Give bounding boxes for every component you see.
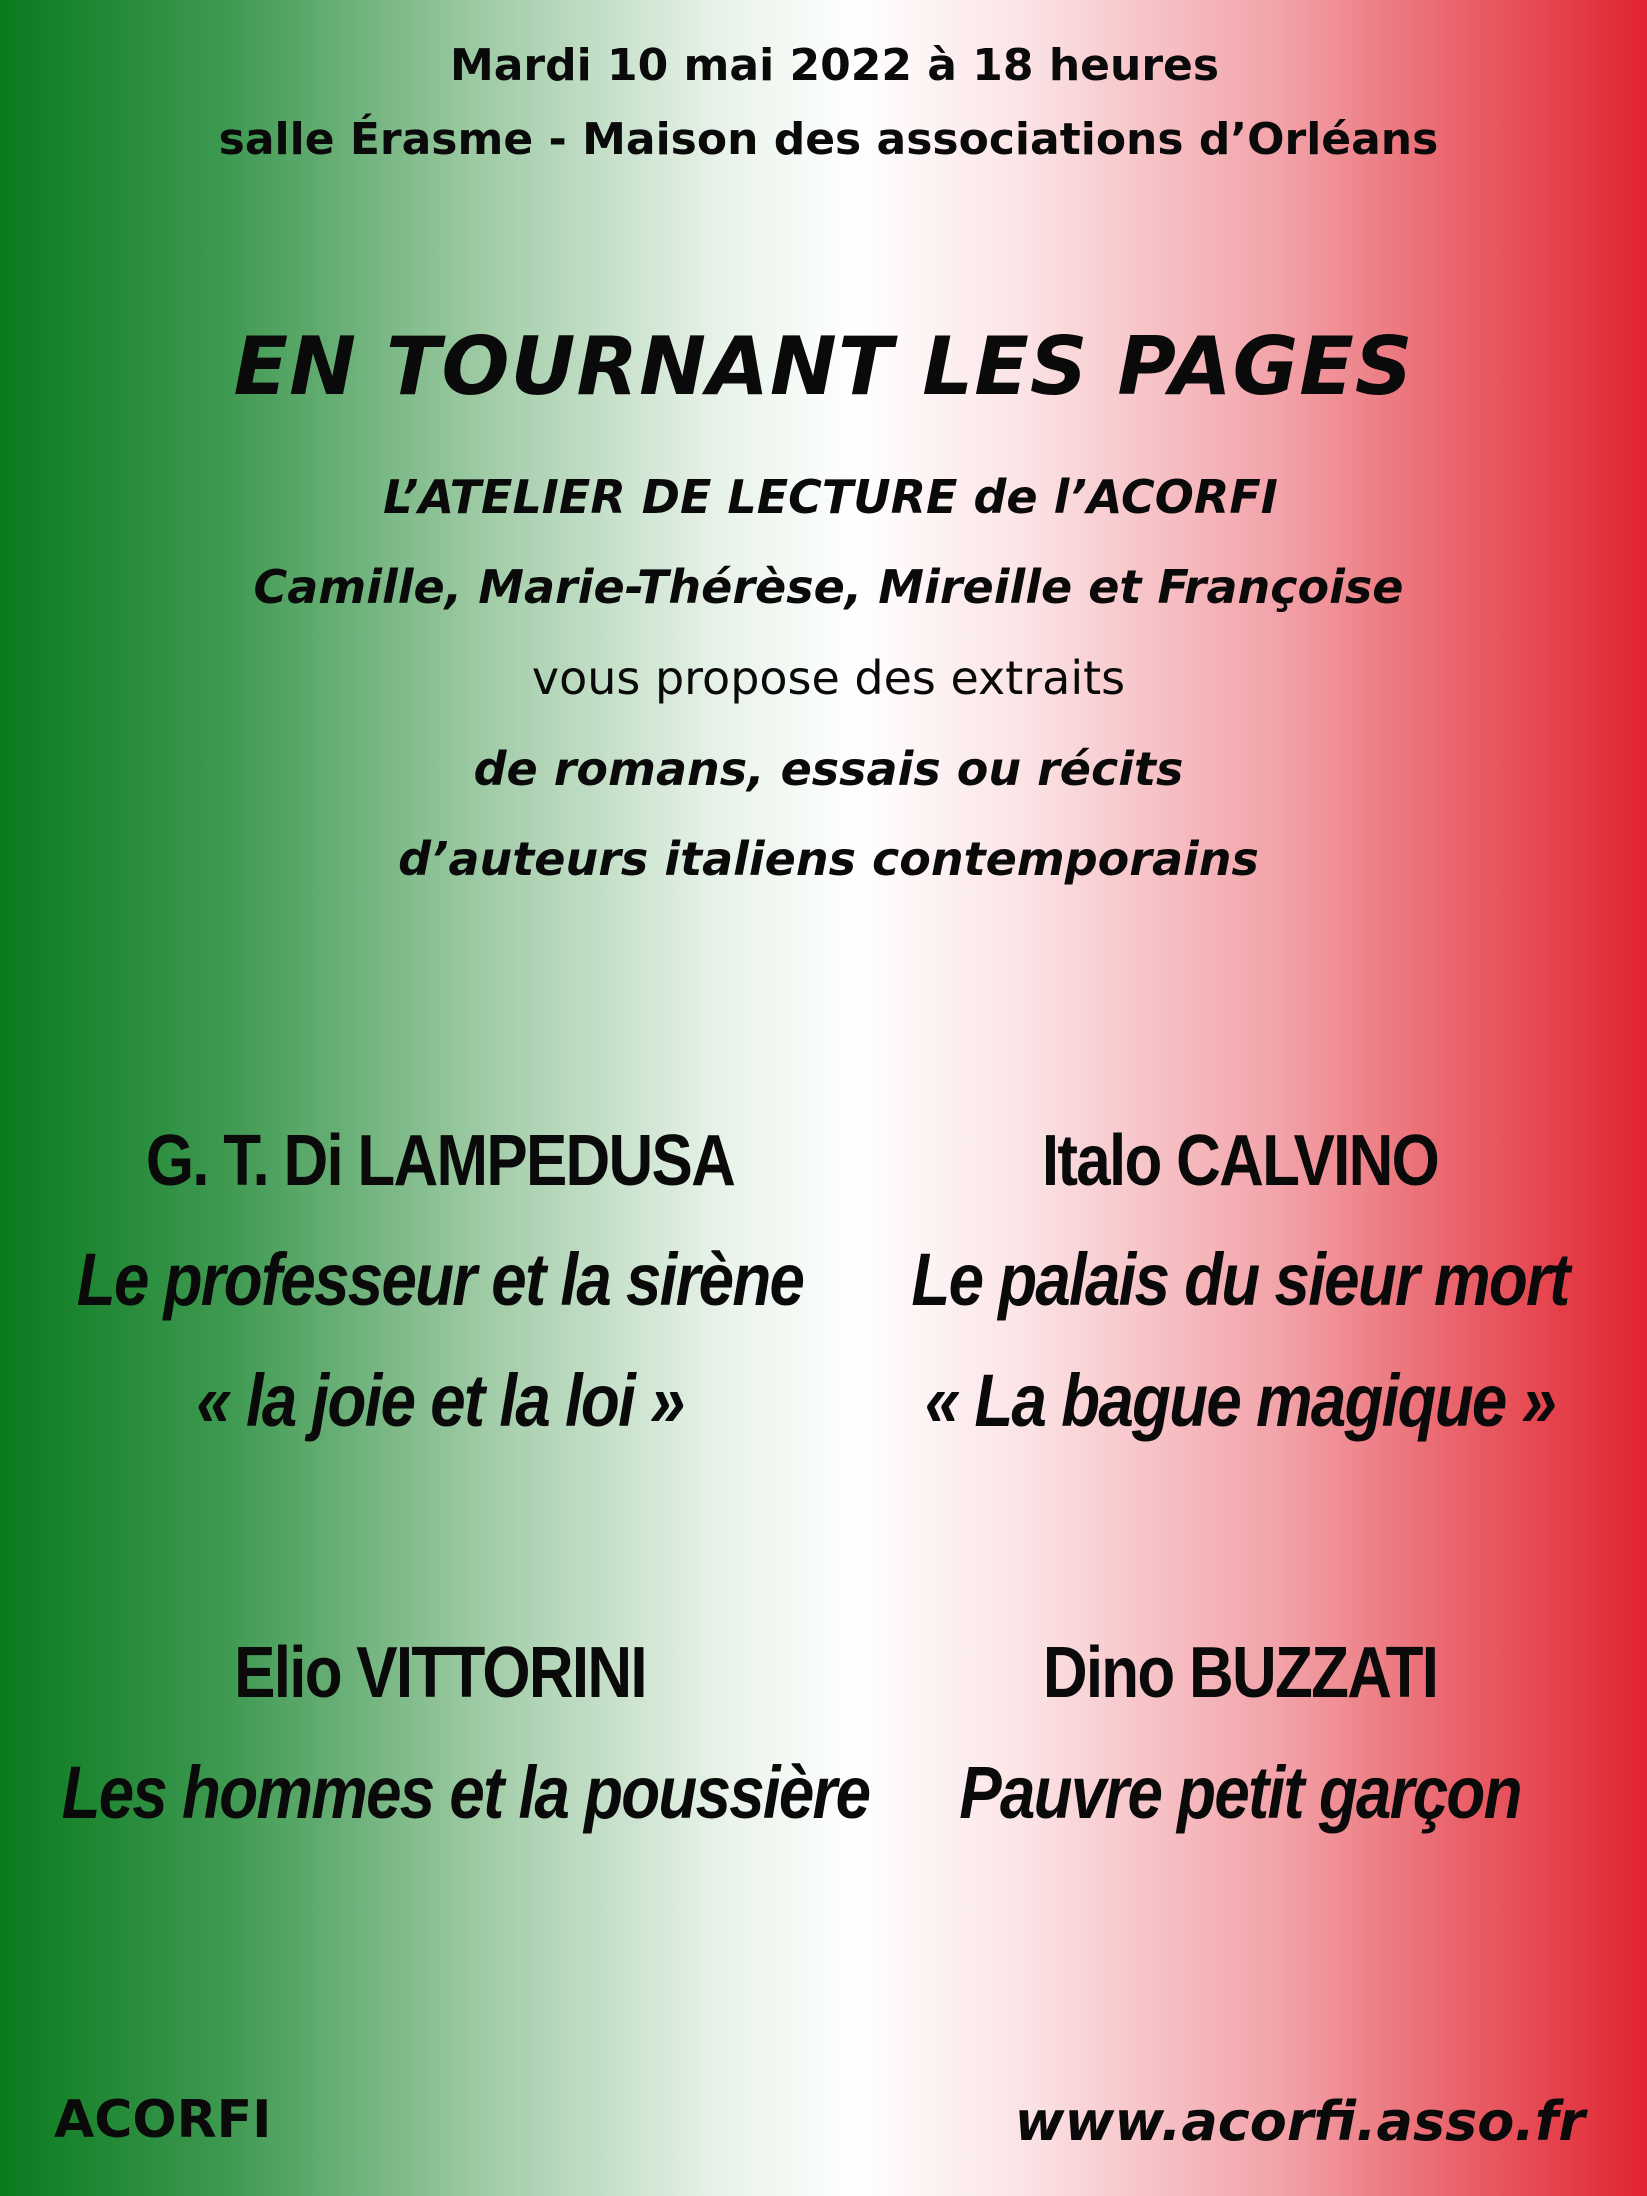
reading-work-calvino: Le palais du sieur mort	[911, 1238, 1569, 1321]
reading-subtitle-calvino: « La bague magique »	[924, 1359, 1556, 1442]
reading-author-buzzati: Dino BUZZATI	[1042, 1633, 1438, 1713]
reading-work-buzzati: Pauvre petit garçon	[959, 1751, 1521, 1834]
reading-work-lampedusa: Le professeur et la sirène	[76, 1238, 804, 1321]
reading-author-calvino: Italo CALVINO	[1041, 1121, 1439, 1201]
reading-author-lampedusa: G. T. Di LAMPEDUSA	[145, 1121, 735, 1201]
reading-author-vittorini: Elio VITTORINI	[234, 1633, 646, 1713]
event-venue: salle Érasme - Maison des associations d’Orléans	[218, 114, 1439, 165]
reading-work-vittorini: Les hommes et la poussière	[61, 1751, 870, 1834]
readers-names: Camille, Marie-Thérèse, Mireille et Françoise	[253, 560, 1404, 614]
genres-text: de romans, essais ou récits	[473, 742, 1184, 796]
propose-text: vous propose des extraits	[531, 651, 1126, 705]
main-title: EN TOURNANT LES PAGES	[233, 320, 1414, 413]
reading-subtitle-lampedusa: « la joie et la loi »	[196, 1359, 684, 1442]
event-date-time: Mardi 10 mai 2022 à 18 heures	[449, 40, 1220, 91]
footer-organization: ACORFI	[54, 2090, 272, 2150]
footer-website-link[interactable]: www.acorfi.asso.fr	[1014, 2090, 1585, 2153]
authors-text: d’auteurs italiens contemporains	[398, 832, 1259, 886]
atelier-subtitle: L’ATELIER DE LECTURE de l’ACORFI	[383, 470, 1278, 524]
